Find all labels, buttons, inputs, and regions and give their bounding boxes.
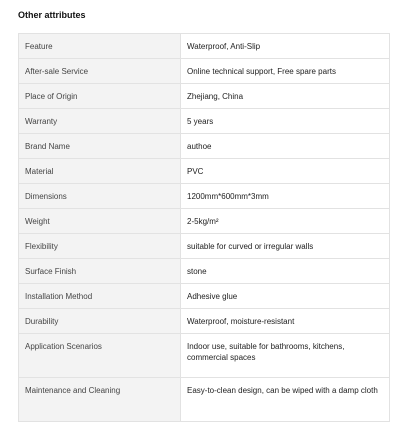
attribute-key: Weight	[19, 209, 181, 234]
attribute-value: 1200mm*600mm*3mm	[181, 184, 390, 209]
table-row	[19, 109, 390, 134]
attribute-key: Place of Origin	[19, 84, 181, 109]
attribute-value: suitable for curved or irregular walls	[181, 234, 390, 259]
attribute-value: stone	[181, 259, 390, 284]
attribute-value: Easy-to-clean design, can be wiped with a damp cloth	[181, 378, 390, 422]
attribute-key: After-sale Service	[19, 59, 181, 84]
attribute-value: 5 years	[181, 109, 390, 134]
attribute-key: Feature	[19, 34, 181, 59]
table-row	[19, 84, 390, 109]
attribute-value: Indoor use, suitable for bathrooms, kitchens, commercial spaces	[181, 334, 390, 378]
attribute-key: Flexibility	[19, 234, 181, 259]
attribute-value: Online technical support, Free spare parts	[181, 59, 390, 84]
attribute-key: Application Scenarios	[19, 334, 181, 378]
table-row	[19, 284, 390, 309]
attribute-value: Waterproof, moisture-resistant	[181, 309, 390, 334]
attribute-value: authoe	[181, 134, 390, 159]
section-title: Other attributes	[18, 10, 86, 20]
attribute-key: Dimensions	[19, 184, 181, 209]
table-row	[19, 334, 390, 378]
attribute-key: Material	[19, 159, 181, 184]
attribute-value: 2-5kg/m²	[181, 209, 390, 234]
table-row	[19, 378, 390, 422]
table-row	[19, 259, 390, 284]
table-row	[19, 159, 390, 184]
attribute-value: Adhesive glue	[181, 284, 390, 309]
attribute-key: Installation Method	[19, 284, 181, 309]
table-row	[19, 209, 390, 234]
attributes-table	[18, 33, 390, 422]
attribute-key: Warranty	[19, 109, 181, 134]
table-row	[19, 184, 390, 209]
attribute-value: Waterproof, Anti-Slip	[181, 34, 390, 59]
table-row	[19, 34, 390, 59]
attribute-key: Maintenance and Cleaning	[19, 378, 181, 422]
table-row	[19, 59, 390, 84]
table-row	[19, 234, 390, 259]
table-row	[19, 134, 390, 159]
attribute-key: Brand Name	[19, 134, 181, 159]
attribute-value: Zhejiang, China	[181, 84, 390, 109]
table-row	[19, 309, 390, 334]
attribute-key: Surface Finish	[19, 259, 181, 284]
attribute-value: PVC	[181, 159, 390, 184]
attribute-key: Durability	[19, 309, 181, 334]
